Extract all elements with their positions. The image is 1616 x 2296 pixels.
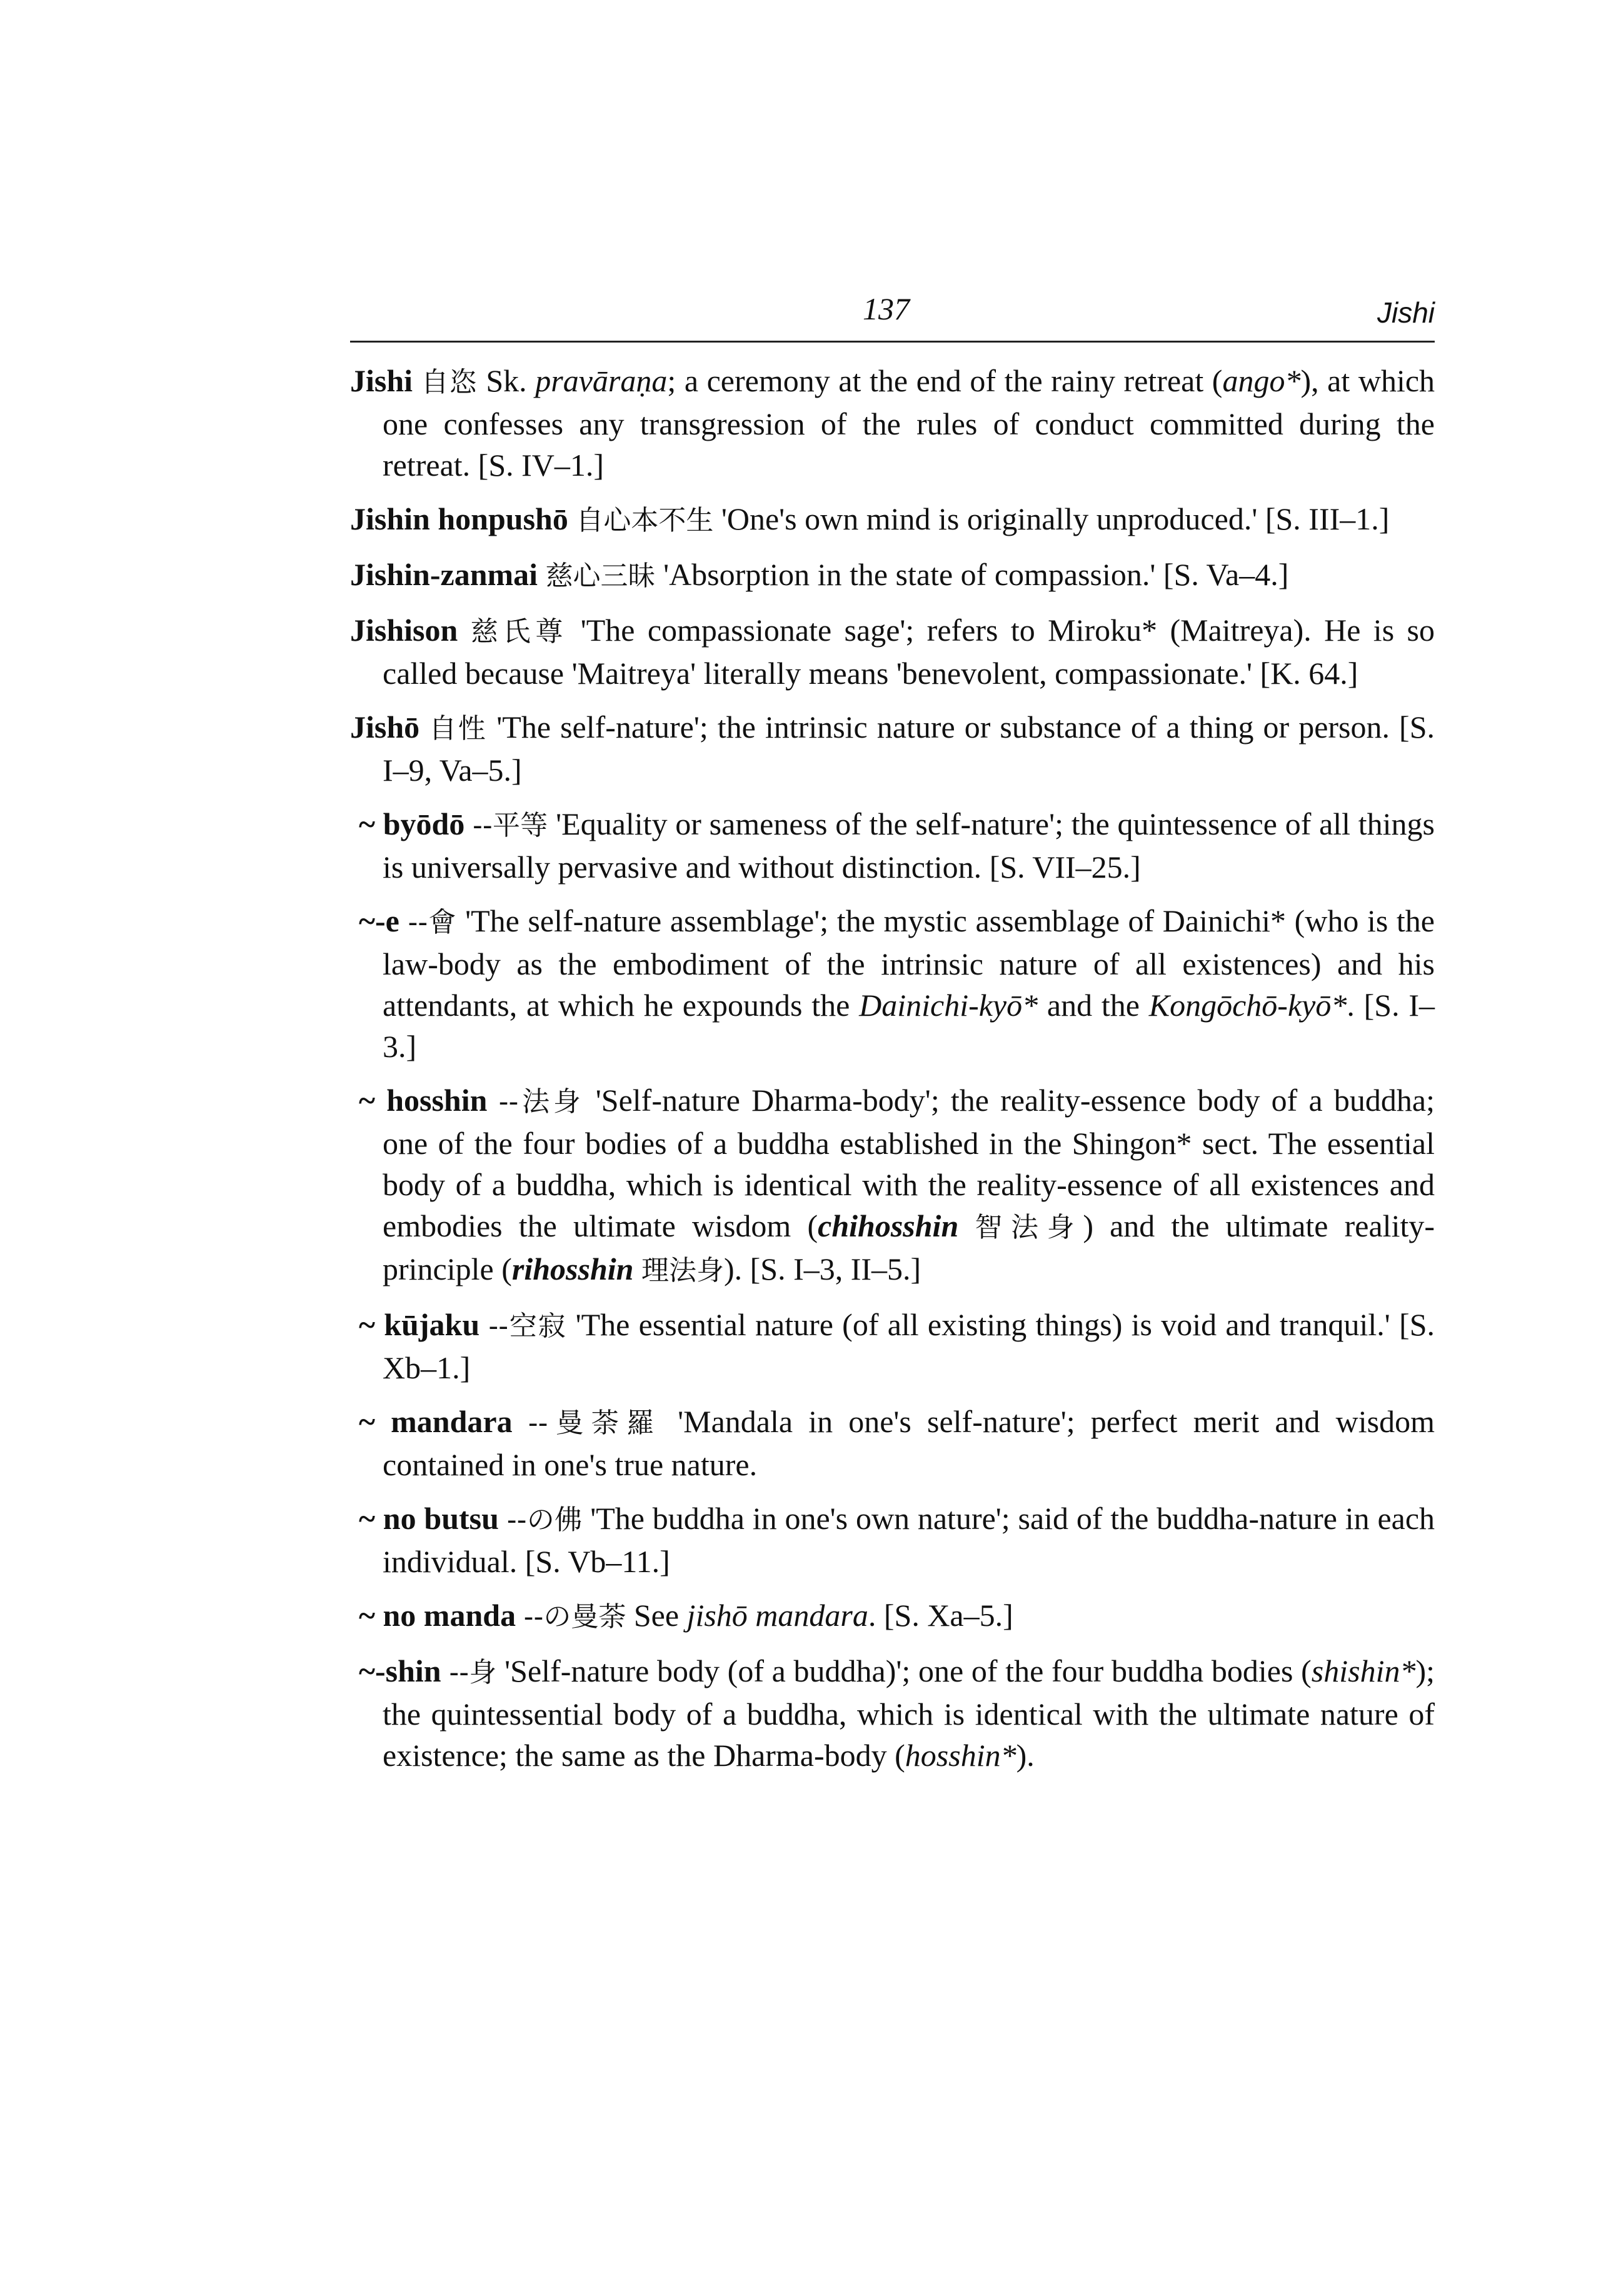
entry-kanji: 理法身 [641, 1255, 724, 1286]
entry-headword: ~ byōdō [359, 806, 465, 841]
entry-text: . [868, 1598, 876, 1633]
entry-text: 'The essential nature (of all existing things) is void and tranquil.' [575, 1307, 1390, 1342]
entry-text: 'One's own mind is originally unproduced.' [721, 501, 1258, 536]
entry-term: chihosshin [818, 1208, 959, 1243]
entry-reference: [S. Xb–1.] [383, 1307, 1435, 1385]
entry-text: 'Equality or sameness of the self-nature'; the quintessence of all things is universally pervasive and without distinction. [383, 806, 1435, 885]
page-header [350, 291, 1435, 343]
entry-text: . [1347, 988, 1355, 1023]
entry-headword: Jishin-zanmai [350, 557, 538, 592]
running-head: Jishi [1377, 296, 1435, 329]
entry-kanji: 智法身 [975, 1211, 1083, 1243]
entry-kanji: 慈心三昧 [545, 560, 656, 592]
entry-term: Dainichi-kyō* [859, 988, 1038, 1023]
entry-text: Sk. [486, 363, 527, 398]
dictionary-page [350, 291, 1435, 1788]
entry-text: ). [723, 1251, 743, 1286]
dictionary-entry [350, 706, 1435, 791]
entry-text: 'The self-nature'; the intrinsic nature or substance of a thing or person. [496, 709, 1390, 744]
dictionary-entry [350, 498, 1435, 541]
dictionary-subentry [350, 1080, 1435, 1291]
page-number: 137 [863, 291, 910, 326]
entry-kanji: 自性 [429, 713, 488, 744]
entry-reference: [S. III–1.] [1265, 501, 1390, 536]
entry-term: pravāraṇa [535, 363, 668, 398]
entry-headword: ~ hosshin [359, 1083, 488, 1118]
entry-term: ango* [1222, 363, 1301, 398]
entry-headword: ~-e [359, 903, 399, 938]
dictionary-subentry [350, 1304, 1435, 1388]
entry-list [350, 360, 1435, 1776]
entry-text: ); the quintessential body of a buddha, which is identical with the ultimate nature of existence; the same as the Dharma-body ( [383, 1653, 1435, 1773]
entry-term: rihosshin [511, 1251, 634, 1286]
entry-headword: Jishison [350, 613, 458, 648]
entry-text: 'Mandala in one's self-nature'; perfect merit and wisdom contained in one's true nature. [383, 1404, 1435, 1482]
entry-kanji: --曼荼羅 [528, 1407, 662, 1439]
entry-headword: ~ no manda [359, 1598, 516, 1633]
entry-text: 'The compassionate sage'; refers to Miroku* (Maitreya). He is so called because 'Maitreya' literally means 'benevolent, compassionate.' [383, 613, 1435, 691]
entry-text: and the [1046, 988, 1140, 1023]
entry-kanji: --會 [408, 906, 457, 938]
entry-reference: [S. Xa–5.] [883, 1598, 1013, 1633]
entry-kanji: 慈氏尊 [470, 616, 568, 648]
entry-text: 'The self-nature assemblage'; the mystic assemblage of Dainichi* (who is the law-body as the embodiment of the intrinsic nature of all existences) and his attendants, at which he expounds the [383, 903, 1435, 1023]
entry-headword: ~-shin [359, 1653, 441, 1688]
entry-headword: ~ mandara [359, 1404, 513, 1439]
entry-kanji: 自恣 [421, 366, 478, 398]
entry-text: 'Self-nature Dharma-body'; the reality-essence body of a buddha; one of the four bodies of a buddha established in the Shingon* sect. The essential body of a buddha, which is identical with the reality-essence of all existences and embodies the ultimate wisdom ( [383, 1083, 1435, 1243]
entry-kanji: --法身 [498, 1086, 585, 1118]
dictionary-subentry [350, 803, 1435, 888]
dictionary-subentry [350, 1650, 1435, 1776]
entry-kanji: 自心本不生 [576, 504, 714, 536]
entry-text: 'Self-nature body (of a buddha)'; one of the four buddha bodies ( [504, 1653, 1312, 1688]
entry-headword: Jishi [350, 363, 413, 398]
entry-text: ), at which one confesses any transgression of the rules of conduct committed during the retreat. [383, 363, 1435, 483]
entry-reference: [S. Va–4.] [1163, 557, 1289, 592]
entry-term: Kongōchō-kyō* [1148, 988, 1347, 1023]
dictionary-subentry [350, 1401, 1435, 1485]
entry-kanji: --平等 [473, 810, 548, 841]
dictionary-entry [350, 360, 1435, 486]
entry-reference: [S. I–3.] [383, 988, 1435, 1064]
entry-kanji: --の佛 [506, 1504, 583, 1536]
dictionary-subentry [350, 1595, 1435, 1638]
entry-reference: [S. Vb–11.] [524, 1544, 670, 1579]
entry-reference: [S. VII–25.] [989, 850, 1141, 885]
dictionary-subentry [350, 900, 1435, 1067]
dictionary-subentry [350, 1498, 1435, 1582]
entry-reference: [S. I–9, Va–5.] [383, 709, 1435, 788]
entry-text: See [633, 1598, 680, 1633]
entry-reference: [K. 64.] [1260, 656, 1358, 691]
entry-text: 'The buddha in one's own nature'; said of the buddha-nature in each individual. [383, 1501, 1435, 1579]
entry-headword: Jishō [350, 709, 420, 744]
entry-term: jishō mandara [686, 1598, 868, 1633]
entry-reference: [S. IV–1.] [478, 448, 605, 483]
entry-kanji: --の曼荼 [523, 1601, 626, 1633]
entry-text: ; a ceremony at the end of the rainy retreat ( [667, 363, 1223, 398]
entry-headword: ~ no butsu [359, 1501, 499, 1536]
entry-term: shishin* [1311, 1653, 1416, 1688]
entry-headword: Jishin honpushō [350, 501, 568, 536]
entry-headword: ~ kūjaku [359, 1307, 480, 1342]
entry-term: hosshin* [905, 1738, 1016, 1773]
entry-text: ) and the ultimate reality-principle ( [383, 1208, 1435, 1286]
entry-text: ). [1016, 1738, 1035, 1773]
entry-text: 'Absorption in the state of compassion.' [663, 557, 1156, 592]
entry-reference: [S. I–3, II–5.] [750, 1251, 921, 1286]
dictionary-entry [350, 609, 1435, 694]
entry-kanji: --身 [449, 1657, 497, 1688]
dictionary-entry [350, 554, 1435, 597]
entry-kanji: --空寂 [488, 1310, 567, 1342]
